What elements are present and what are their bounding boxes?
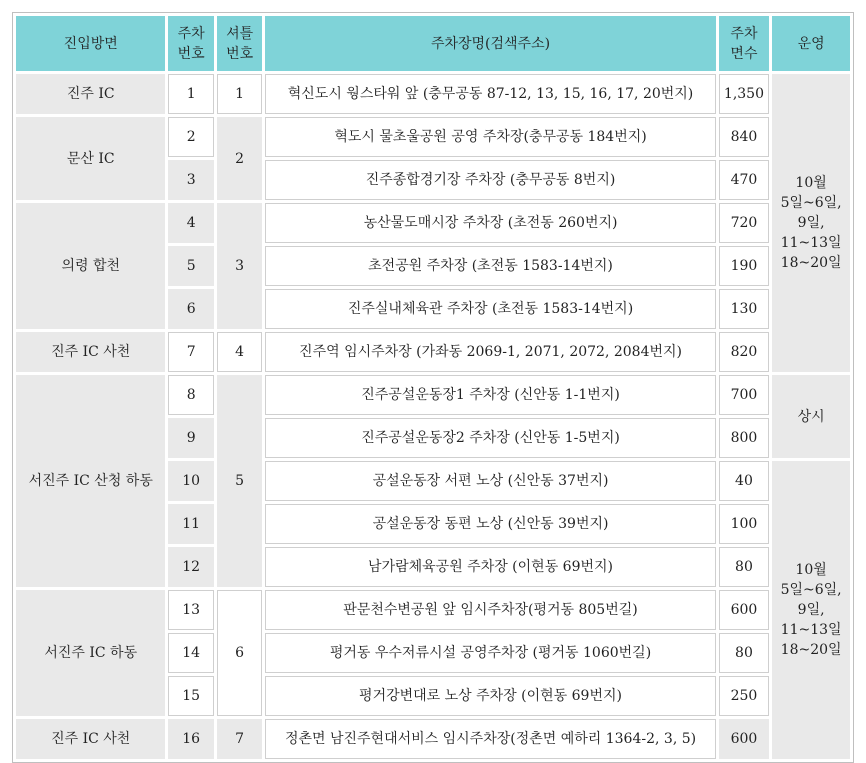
space-count: 470 <box>719 160 769 200</box>
header-shuttle-no: 셔틀 번호 <box>217 16 262 71</box>
parking-number: 15 <box>168 676 213 716</box>
parking-number: 14 <box>168 633 213 673</box>
lot-name: 남가람체육공원 주차장 (이현동 69번지) <box>265 547 715 587</box>
entrance-group: 진주 IC 사천 <box>16 719 165 759</box>
parking-number: 9 <box>168 418 213 458</box>
space-count: 1,350 <box>719 74 769 114</box>
lot-name: 진주종합경기장 주차장 (충무공동 8번지) <box>265 160 715 200</box>
lot-name: 진주공설운동장2 주차장 (신안동 1-5번지) <box>265 418 715 458</box>
lot-name: 초전공원 주차장 (초전동 1583-14번지) <box>265 246 715 286</box>
space-count: 130 <box>719 289 769 329</box>
table-row <box>16 332 850 372</box>
entrance-group: 서진주 IC 산청 하동 <box>16 375 165 587</box>
parking-number: 11 <box>168 504 213 544</box>
space-count: 80 <box>719 547 769 587</box>
table-row <box>16 117 850 157</box>
operation-period: 상시 <box>772 375 850 458</box>
lot-name: 평거강변대로 노상 주차장 (이현동 69번지) <box>265 676 715 716</box>
table-row <box>16 74 850 114</box>
header-operation: 운영 <box>772 16 850 71</box>
space-count: 80 <box>719 633 769 673</box>
space-count: 700 <box>719 375 769 415</box>
lot-name: 진주공설운동장1 주차장 (신안동 1-1번지) <box>265 375 715 415</box>
lot-name: 정촌면 남진주현대서비스 임시주차장(정촌면 예하리 1364-2, 3, 5) <box>265 719 715 759</box>
operation-period: 10월 5일~6일, 9일, 11~13일 18~20일 <box>772 74 850 372</box>
shuttle-number: 1 <box>217 74 262 114</box>
lot-name: 진주역 임시주차장 (가좌동 2069-1, 2071, 2072, 2084번지) <box>265 332 715 372</box>
table-row <box>16 203 850 243</box>
parking-number: 4 <box>168 203 213 243</box>
lot-name: 혁신도시 웡스타워 앞 (충무공동 87-12, 13, 15, 16, 17, 20번지) <box>265 74 715 114</box>
header-entrance: 진입방면 <box>16 16 165 71</box>
lot-name: 혁도시 물초울공원 공영 주차장(충무공동 184번지) <box>265 117 715 157</box>
space-count: 600 <box>719 590 769 630</box>
shuttle-number: 6 <box>217 590 262 716</box>
parking-number: 7 <box>168 332 213 372</box>
lot-name: 진주실내체육관 주차장 (초전동 1583-14번지) <box>265 289 715 329</box>
header-parking-no: 주차 번호 <box>168 16 213 71</box>
space-count: 100 <box>719 504 769 544</box>
entrance-group: 의령 합천 <box>16 203 165 329</box>
table-row <box>16 590 850 630</box>
shuttle-number: 2 <box>217 117 262 200</box>
parking-number: 16 <box>168 719 213 759</box>
shuttle-number: 5 <box>217 375 262 587</box>
shuttle-number: 3 <box>217 203 262 329</box>
space-count: 40 <box>719 461 769 501</box>
header-lot-name: 주차장명(검색주소) <box>265 16 715 71</box>
entrance-group: 진주 IC <box>16 74 165 114</box>
parking-table-container <box>12 12 854 763</box>
space-count: 600 <box>719 719 769 759</box>
entrance-group: 진주 IC 사천 <box>16 332 165 372</box>
lot-name: 평거동 우수저류시설 공영주차장 (평거동 1060번길) <box>265 633 715 673</box>
table-row <box>16 375 850 415</box>
parking-number: 13 <box>168 590 213 630</box>
lot-name: 공설운동장 동편 노상 (신안동 39번지) <box>265 504 715 544</box>
table-row <box>16 719 850 759</box>
header-row <box>16 16 850 71</box>
space-count: 840 <box>719 117 769 157</box>
parking-number: 8 <box>168 375 213 415</box>
parking-number: 6 <box>168 289 213 329</box>
space-count: 190 <box>719 246 769 286</box>
parking-number: 5 <box>168 246 213 286</box>
space-count: 800 <box>719 418 769 458</box>
parking-number: 1 <box>168 74 213 114</box>
space-count: 720 <box>719 203 769 243</box>
space-count: 820 <box>719 332 769 372</box>
entrance-group: 문산 IC <box>16 117 165 200</box>
lot-name: 판문천수변공원 앞 임시주차장(평거동 805번길) <box>265 590 715 630</box>
parking-number: 2 <box>168 117 213 157</box>
parking-number: 10 <box>168 461 213 501</box>
lot-name: 농산물도매시장 주차장 (초전동 260번지) <box>265 203 715 243</box>
entrance-group: 서진주 IC 하동 <box>16 590 165 716</box>
header-spaces: 주차 면수 <box>719 16 769 71</box>
shuttle-number: 7 <box>217 719 262 759</box>
lot-name: 공설운동장 서편 노상 (신안동 37번지) <box>265 461 715 501</box>
parking-number: 12 <box>168 547 213 587</box>
space-count: 250 <box>719 676 769 716</box>
operation-period: 10월 5일~6일, 9일, 11~13일 18~20일 <box>772 461 850 759</box>
parking-number: 3 <box>168 160 213 200</box>
shuttle-number: 4 <box>217 332 262 372</box>
parking-table <box>12 12 854 763</box>
